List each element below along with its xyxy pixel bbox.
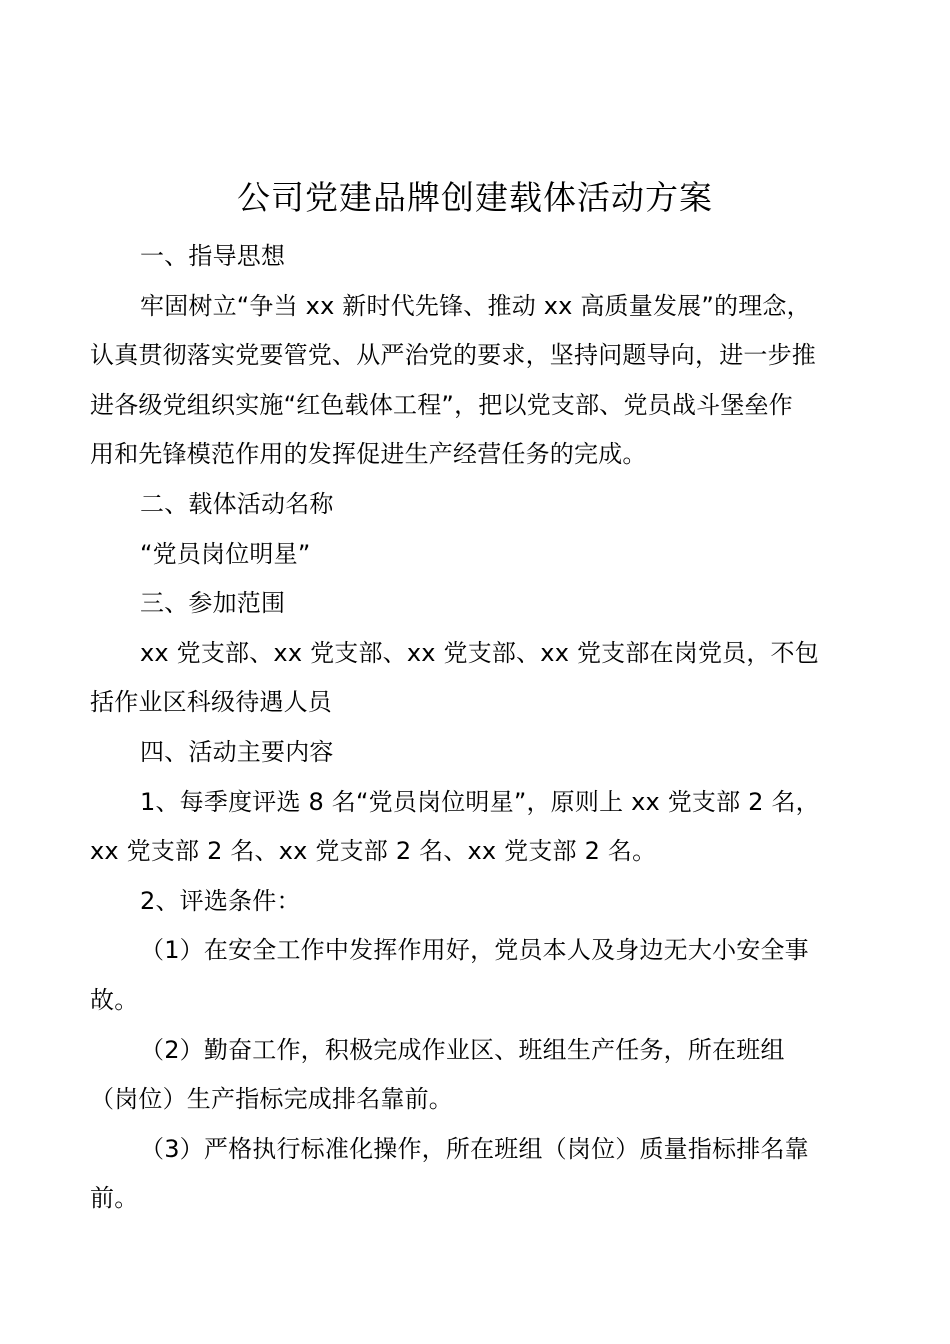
- paragraph-line: （3）严格执行标准化操作，所在班组（岗位）质量指标排名靠: [140, 1134, 809, 1163]
- paragraph-line: 2、评选条件：: [140, 886, 301, 915]
- paragraph-line: （岗位）生产指标完成排名靠前。: [90, 1085, 453, 1114]
- section-heading-guiding-ideology: 一、指导思想: [140, 242, 286, 270]
- paragraph-line: （2）勤奋工作，积极完成作业区、班组生产任务，所在班组: [140, 1035, 785, 1064]
- paragraph-line: 认真贯彻落实党要管党、从严治党的要求，坚持问题导向，进一步推: [90, 341, 816, 370]
- paragraph-line: 牢固树立“争当 xx 新时代先锋、推动 xx 高质量发展”的理念，: [140, 291, 811, 320]
- paragraph-line: 进各级党组织实施“红色载体工程”，把以党支部、党员战斗堡垒作: [90, 390, 793, 419]
- paragraph-line: “党员岗位明星”: [140, 539, 311, 568]
- section-heading-activity-name: 二、载体活动名称: [140, 489, 334, 518]
- paragraph-line: 括作业区科级待遇人员: [90, 688, 332, 717]
- paragraph-line: xx 党支部 2 名、xx 党支部 2 名、xx 党支部 2 名。: [90, 837, 657, 866]
- paragraph-line: 用和先锋模范作用的发挥促进生产经营任务的完成。: [90, 440, 647, 469]
- paragraph-line: 故。: [90, 985, 139, 1014]
- section-heading-main-content: 四、活动主要内容: [140, 737, 334, 766]
- paragraph-line: xx 党支部、xx 党支部、xx 党支部、xx 党支部在岗党员，不包: [140, 638, 819, 667]
- section-heading-scope: 三、参加范围: [140, 589, 286, 618]
- paragraph-line: （1）在安全工作中发挥作用好，党员本人及身边无大小安全事: [140, 936, 809, 965]
- paragraph-line: 前。: [90, 1184, 139, 1213]
- document-title: 公司党建品牌创建载体活动方案: [237, 178, 713, 217]
- paragraph-line: 1、每季度评选 8 名“党员岗位明星”，原则上 xx 党支部 2 名，: [140, 787, 820, 816]
- document-body: [90, 232, 862, 1224]
